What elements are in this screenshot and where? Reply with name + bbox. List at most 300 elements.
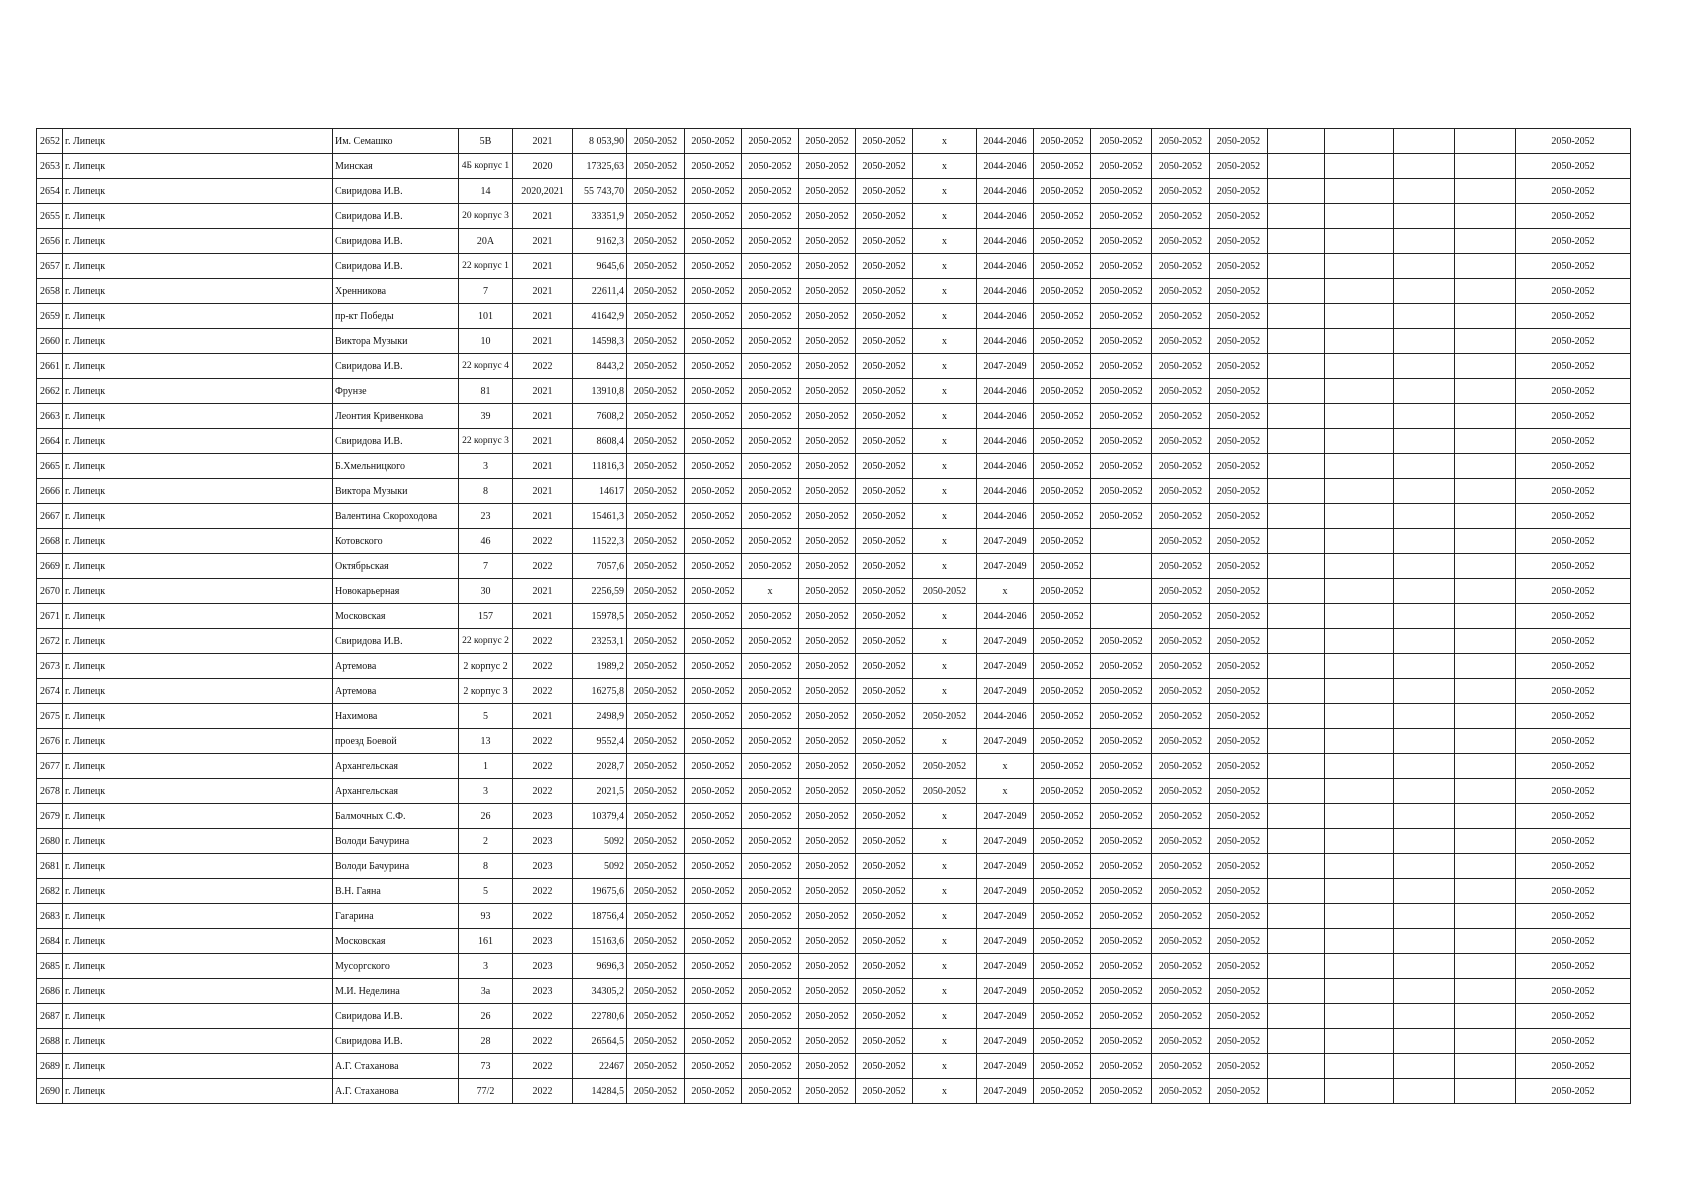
period-cell-4: 2050-2052 <box>799 429 856 454</box>
period-cell-10: 2050-2052 <box>1152 1029 1210 1054</box>
period-cell-4: 2050-2052 <box>799 354 856 379</box>
period-cell-16: 2050-2052 <box>1516 254 1631 279</box>
table-row <box>37 179 1631 204</box>
period-cell-8: 2050-2052 <box>1034 1079 1091 1104</box>
street-cell: Свиридова И.В. <box>333 204 459 229</box>
period-cell-5: 2050-2052 <box>856 429 913 454</box>
period-cell-13 <box>1325 404 1394 429</box>
street-cell: Свиридова И.В. <box>333 229 459 254</box>
period-cell-10: 2050-2052 <box>1152 954 1210 979</box>
period-cell-14 <box>1394 804 1455 829</box>
period-cell-4: 2050-2052 <box>799 204 856 229</box>
house-number-cell: 2 <box>459 829 513 854</box>
street-cell: Артемова <box>333 654 459 679</box>
area-cell: 23253,1 <box>573 629 627 654</box>
period-cell-8: 2050-2052 <box>1034 829 1091 854</box>
table-row <box>37 504 1631 529</box>
period-cell-2: 2050-2052 <box>685 679 742 704</box>
year-cell: 2022 <box>513 1004 573 1029</box>
period-cell-9: 2050-2052 <box>1091 304 1152 329</box>
period-cell-6: х <box>913 879 977 904</box>
period-cell-14 <box>1394 1029 1455 1054</box>
area-cell: 22780,6 <box>573 1004 627 1029</box>
area-cell: 9162,3 <box>573 229 627 254</box>
period-cell-16: 2050-2052 <box>1516 1029 1631 1054</box>
period-cell-6: х <box>913 629 977 654</box>
period-cell-10: 2050-2052 <box>1152 379 1210 404</box>
period-cell-1: 2050-2052 <box>627 804 685 829</box>
city-cell: г. Липецк <box>63 704 333 729</box>
row-number-cell: 2687 <box>37 1004 63 1029</box>
period-cell-10: 2050-2052 <box>1152 804 1210 829</box>
period-cell-4: 2050-2052 <box>799 879 856 904</box>
period-cell-16: 2050-2052 <box>1516 279 1631 304</box>
period-cell-4: 2050-2052 <box>799 229 856 254</box>
table-row <box>37 579 1631 604</box>
period-cell-1: 2050-2052 <box>627 254 685 279</box>
period-cell-12 <box>1268 279 1325 304</box>
period-cell-6: х <box>913 1054 977 1079</box>
period-cell-12 <box>1268 529 1325 554</box>
house-number-cell: 22 корпус 3 <box>459 429 513 454</box>
period-cell-10: 2050-2052 <box>1152 704 1210 729</box>
period-cell-6: х <box>913 254 977 279</box>
period-cell-12 <box>1268 854 1325 879</box>
period-cell-3: х <box>742 579 799 604</box>
period-cell-15 <box>1455 504 1516 529</box>
period-cell-5: 2050-2052 <box>856 304 913 329</box>
city-cell: г. Липецк <box>63 554 333 579</box>
period-cell-5: 2050-2052 <box>856 404 913 429</box>
table-row <box>37 429 1631 454</box>
period-cell-8: 2050-2052 <box>1034 879 1091 904</box>
year-cell: 2021 <box>513 454 573 479</box>
period-cell-12 <box>1268 1079 1325 1104</box>
year-cell: 2023 <box>513 954 573 979</box>
period-cell-11: 2050-2052 <box>1210 304 1268 329</box>
period-cell-1: 2050-2052 <box>627 779 685 804</box>
period-cell-13 <box>1325 129 1394 154</box>
area-cell: 14284,5 <box>573 1079 627 1104</box>
street-cell: Московская <box>333 929 459 954</box>
city-cell: г. Липецк <box>63 829 333 854</box>
period-cell-4: 2050-2052 <box>799 154 856 179</box>
period-cell-14 <box>1394 704 1455 729</box>
city-cell: г. Липецк <box>63 179 333 204</box>
period-cell-13 <box>1325 504 1394 529</box>
area-cell: 41642,9 <box>573 304 627 329</box>
period-cell-16: 2050-2052 <box>1516 929 1631 954</box>
period-cell-2: 2050-2052 <box>685 954 742 979</box>
period-cell-1: 2050-2052 <box>627 454 685 479</box>
period-cell-14 <box>1394 454 1455 479</box>
year-cell: 2022 <box>513 554 573 579</box>
period-cell-15 <box>1455 329 1516 354</box>
period-cell-13 <box>1325 729 1394 754</box>
year-cell: 2021 <box>513 704 573 729</box>
period-cell-6: х <box>913 154 977 179</box>
period-cell-11: 2050-2052 <box>1210 829 1268 854</box>
period-cell-7: 2047-2049 <box>977 679 1034 704</box>
period-cell-15 <box>1455 929 1516 954</box>
period-cell-7: 2047-2049 <box>977 829 1034 854</box>
row-number-cell: 2690 <box>37 1079 63 1104</box>
period-cell-14 <box>1394 554 1455 579</box>
period-cell-8: 2050-2052 <box>1034 804 1091 829</box>
year-cell: 2022 <box>513 754 573 779</box>
period-cell-13 <box>1325 654 1394 679</box>
house-number-cell: 3а <box>459 979 513 1004</box>
period-cell-6: х <box>913 1004 977 1029</box>
period-cell-10: 2050-2052 <box>1152 354 1210 379</box>
city-cell: г. Липецк <box>63 379 333 404</box>
period-cell-12 <box>1268 779 1325 804</box>
area-cell: 8 053,90 <box>573 129 627 154</box>
period-cell-3: 2050-2052 <box>742 1079 799 1104</box>
period-cell-9: 2050-2052 <box>1091 654 1152 679</box>
period-cell-4: 2050-2052 <box>799 279 856 304</box>
period-cell-9: 2050-2052 <box>1091 704 1152 729</box>
period-cell-1: 2050-2052 <box>627 504 685 529</box>
period-cell-2: 2050-2052 <box>685 129 742 154</box>
period-cell-4: 2050-2052 <box>799 804 856 829</box>
row-number-cell: 2682 <box>37 879 63 904</box>
period-cell-7: 2044-2046 <box>977 429 1034 454</box>
period-cell-12 <box>1268 154 1325 179</box>
period-cell-15 <box>1455 204 1516 229</box>
period-cell-16: 2050-2052 <box>1516 329 1631 354</box>
period-cell-13 <box>1325 279 1394 304</box>
city-cell: г. Липецк <box>63 679 333 704</box>
city-cell: г. Липецк <box>63 654 333 679</box>
period-cell-13 <box>1325 204 1394 229</box>
period-cell-13 <box>1325 604 1394 629</box>
period-cell-7: 2044-2046 <box>977 379 1034 404</box>
street-cell: Архангельская <box>333 754 459 779</box>
period-cell-5: 2050-2052 <box>856 504 913 529</box>
period-cell-3: 2050-2052 <box>742 129 799 154</box>
period-cell-7: 2047-2049 <box>977 1004 1034 1029</box>
street-cell: Минская <box>333 154 459 179</box>
period-cell-7: 2044-2046 <box>977 204 1034 229</box>
period-cell-14 <box>1394 579 1455 604</box>
period-cell-11: 2050-2052 <box>1210 779 1268 804</box>
period-cell-2: 2050-2052 <box>685 554 742 579</box>
period-cell-3: 2050-2052 <box>742 454 799 479</box>
period-cell-3: 2050-2052 <box>742 529 799 554</box>
period-cell-7: 2047-2049 <box>977 1029 1034 1054</box>
street-cell: А.Г. Стаханова <box>333 1079 459 1104</box>
period-cell-12 <box>1268 479 1325 504</box>
period-cell-10: 2050-2052 <box>1152 479 1210 504</box>
period-cell-9: 2050-2052 <box>1091 254 1152 279</box>
period-cell-5: 2050-2052 <box>856 154 913 179</box>
period-cell-16: 2050-2052 <box>1516 229 1631 254</box>
period-cell-1: 2050-2052 <box>627 829 685 854</box>
period-cell-14 <box>1394 729 1455 754</box>
period-cell-13 <box>1325 1079 1394 1104</box>
city-cell: г. Липецк <box>63 254 333 279</box>
period-cell-1: 2050-2052 <box>627 704 685 729</box>
city-cell: г. Липецк <box>63 1054 333 1079</box>
period-cell-2: 2050-2052 <box>685 1004 742 1029</box>
period-cell-1: 2050-2052 <box>627 1029 685 1054</box>
area-cell: 15978,5 <box>573 604 627 629</box>
period-cell-11: 2050-2052 <box>1210 929 1268 954</box>
period-cell-7: 2044-2046 <box>977 154 1034 179</box>
period-cell-3: 2050-2052 <box>742 504 799 529</box>
row-number-cell: 2681 <box>37 854 63 879</box>
street-cell: Володи Бачурина <box>333 829 459 854</box>
table-body <box>37 129 1631 1104</box>
period-cell-2: 2050-2052 <box>685 604 742 629</box>
period-cell-12 <box>1268 654 1325 679</box>
period-cell-7: 2047-2049 <box>977 629 1034 654</box>
period-cell-5: 2050-2052 <box>856 204 913 229</box>
period-cell-3: 2050-2052 <box>742 1004 799 1029</box>
period-cell-16: 2050-2052 <box>1516 529 1631 554</box>
row-number-cell: 2679 <box>37 804 63 829</box>
period-cell-15 <box>1455 179 1516 204</box>
house-number-cell: 28 <box>459 1029 513 1054</box>
period-cell-7: 2044-2046 <box>977 129 1034 154</box>
year-cell: 2022 <box>513 1054 573 1079</box>
period-cell-14 <box>1394 279 1455 304</box>
period-cell-14 <box>1394 254 1455 279</box>
period-cell-9: 2050-2052 <box>1091 204 1152 229</box>
area-cell: 8443,2 <box>573 354 627 379</box>
period-cell-2: 2050-2052 <box>685 179 742 204</box>
period-cell-2: 2050-2052 <box>685 204 742 229</box>
street-cell: В.Н. Гаяна <box>333 879 459 904</box>
period-cell-4: 2050-2052 <box>799 629 856 654</box>
period-cell-14 <box>1394 479 1455 504</box>
period-cell-8: 2050-2052 <box>1034 679 1091 704</box>
housing-table <box>36 128 1631 1104</box>
period-cell-15 <box>1455 704 1516 729</box>
period-cell-5: 2050-2052 <box>856 529 913 554</box>
period-cell-7: 2047-2049 <box>977 854 1034 879</box>
period-cell-11: 2050-2052 <box>1210 1079 1268 1104</box>
period-cell-8: 2050-2052 <box>1034 179 1091 204</box>
period-cell-5: 2050-2052 <box>856 354 913 379</box>
period-cell-2: 2050-2052 <box>685 504 742 529</box>
period-cell-3: 2050-2052 <box>742 379 799 404</box>
table-row <box>37 804 1631 829</box>
period-cell-1: 2050-2052 <box>627 354 685 379</box>
period-cell-9: 2050-2052 <box>1091 904 1152 929</box>
period-cell-15 <box>1455 379 1516 404</box>
period-cell-11: 2050-2052 <box>1210 154 1268 179</box>
city-cell: г. Липецк <box>63 479 333 504</box>
period-cell-5: 2050-2052 <box>856 1029 913 1054</box>
period-cell-9: 2050-2052 <box>1091 1079 1152 1104</box>
table-row <box>37 879 1631 904</box>
period-cell-9: 2050-2052 <box>1091 504 1152 529</box>
row-number-cell: 2678 <box>37 779 63 804</box>
table-row <box>37 379 1631 404</box>
period-cell-5: 2050-2052 <box>856 829 913 854</box>
house-number-cell: 46 <box>459 529 513 554</box>
year-cell: 2023 <box>513 804 573 829</box>
period-cell-11: 2050-2052 <box>1210 754 1268 779</box>
period-cell-14 <box>1394 954 1455 979</box>
table-row <box>37 129 1631 154</box>
period-cell-15 <box>1455 904 1516 929</box>
year-cell: 2022 <box>513 529 573 554</box>
period-cell-6: х <box>913 979 977 1004</box>
period-cell-15 <box>1455 779 1516 804</box>
table-row <box>37 354 1631 379</box>
street-cell: Валентина Скороходова <box>333 504 459 529</box>
row-number-cell: 2661 <box>37 354 63 379</box>
house-number-cell: 3 <box>459 454 513 479</box>
period-cell-8: 2050-2052 <box>1034 654 1091 679</box>
period-cell-14 <box>1394 829 1455 854</box>
period-cell-13 <box>1325 454 1394 479</box>
table-row <box>37 304 1631 329</box>
period-cell-7: 2044-2046 <box>977 454 1034 479</box>
period-cell-8: 2050-2052 <box>1034 154 1091 179</box>
period-cell-4: 2050-2052 <box>799 304 856 329</box>
period-cell-13 <box>1325 479 1394 504</box>
period-cell-6: 2050-2052 <box>913 704 977 729</box>
period-cell-1: 2050-2052 <box>627 179 685 204</box>
city-cell: г. Липецк <box>63 229 333 254</box>
period-cell-14 <box>1394 229 1455 254</box>
period-cell-4: 2050-2052 <box>799 454 856 479</box>
area-cell: 2256,59 <box>573 579 627 604</box>
period-cell-6: 2050-2052 <box>913 579 977 604</box>
period-cell-16: 2050-2052 <box>1516 429 1631 454</box>
period-cell-5: 2050-2052 <box>856 604 913 629</box>
period-cell-3: 2050-2052 <box>742 929 799 954</box>
period-cell-15 <box>1455 854 1516 879</box>
period-cell-2: 2050-2052 <box>685 279 742 304</box>
period-cell-12 <box>1268 554 1325 579</box>
period-cell-12 <box>1268 204 1325 229</box>
area-cell: 55 743,70 <box>573 179 627 204</box>
period-cell-12 <box>1268 1004 1325 1029</box>
period-cell-16: 2050-2052 <box>1516 654 1631 679</box>
street-cell: Свиридова И.В. <box>333 354 459 379</box>
row-number-cell: 2670 <box>37 579 63 604</box>
period-cell-7: 2044-2046 <box>977 229 1034 254</box>
period-cell-5: 2050-2052 <box>856 379 913 404</box>
row-number-cell: 2655 <box>37 204 63 229</box>
period-cell-15 <box>1455 254 1516 279</box>
period-cell-1: 2050-2052 <box>627 754 685 779</box>
period-cell-3: 2050-2052 <box>742 279 799 304</box>
period-cell-7: 2047-2049 <box>977 1079 1034 1104</box>
table-row <box>37 854 1631 879</box>
period-cell-2: 2050-2052 <box>685 529 742 554</box>
street-cell: Свиридова И.В. <box>333 429 459 454</box>
period-cell-16: 2050-2052 <box>1516 404 1631 429</box>
period-cell-6: х <box>913 804 977 829</box>
period-cell-3: 2050-2052 <box>742 429 799 454</box>
period-cell-7: 2047-2049 <box>977 904 1034 929</box>
street-cell: Московская <box>333 604 459 629</box>
year-cell: 2022 <box>513 779 573 804</box>
period-cell-11: 2050-2052 <box>1210 554 1268 579</box>
area-cell: 22611,4 <box>573 279 627 304</box>
year-cell: 2022 <box>513 904 573 929</box>
period-cell-9: 2050-2052 <box>1091 929 1152 954</box>
period-cell-2: 2050-2052 <box>685 254 742 279</box>
year-cell: 2022 <box>513 354 573 379</box>
row-number-cell: 2653 <box>37 154 63 179</box>
table-row <box>37 979 1631 1004</box>
area-cell: 9645,6 <box>573 254 627 279</box>
street-cell: Володи Бачурина <box>333 854 459 879</box>
city-cell: г. Липецк <box>63 329 333 354</box>
period-cell-11: 2050-2052 <box>1210 429 1268 454</box>
street-cell: Октябрьская <box>333 554 459 579</box>
period-cell-15 <box>1455 804 1516 829</box>
period-cell-5: 2050-2052 <box>856 929 913 954</box>
period-cell-13 <box>1325 854 1394 879</box>
period-cell-10: 2050-2052 <box>1152 1004 1210 1029</box>
period-cell-14 <box>1394 1004 1455 1029</box>
period-cell-9 <box>1091 529 1152 554</box>
period-cell-16: 2050-2052 <box>1516 729 1631 754</box>
row-number-cell: 2666 <box>37 479 63 504</box>
year-cell: 2021 <box>513 504 573 529</box>
year-cell: 2021 <box>513 579 573 604</box>
period-cell-2: 2050-2052 <box>685 1054 742 1079</box>
period-cell-10: 2050-2052 <box>1152 779 1210 804</box>
period-cell-3: 2050-2052 <box>742 329 799 354</box>
period-cell-6: х <box>913 829 977 854</box>
house-number-cell: 5 <box>459 879 513 904</box>
period-cell-5: 2050-2052 <box>856 329 913 354</box>
area-cell: 2028,7 <box>573 754 627 779</box>
period-cell-8: 2050-2052 <box>1034 854 1091 879</box>
period-cell-11: 2050-2052 <box>1210 604 1268 629</box>
period-cell-15 <box>1455 604 1516 629</box>
period-cell-11: 2050-2052 <box>1210 1004 1268 1029</box>
period-cell-4: 2050-2052 <box>799 779 856 804</box>
period-cell-8: 2050-2052 <box>1034 1004 1091 1029</box>
period-cell-4: 2050-2052 <box>799 604 856 629</box>
period-cell-4: 2050-2052 <box>799 704 856 729</box>
period-cell-15 <box>1455 1004 1516 1029</box>
period-cell-11: 2050-2052 <box>1210 954 1268 979</box>
row-number-cell: 2684 <box>37 929 63 954</box>
period-cell-13 <box>1325 154 1394 179</box>
period-cell-12 <box>1268 954 1325 979</box>
table-row <box>37 779 1631 804</box>
period-cell-10: 2050-2052 <box>1152 879 1210 904</box>
table-row <box>37 704 1631 729</box>
period-cell-3: 2050-2052 <box>742 629 799 654</box>
period-cell-8: 2050-2052 <box>1034 479 1091 504</box>
period-cell-16: 2050-2052 <box>1516 854 1631 879</box>
period-cell-5: 2050-2052 <box>856 1079 913 1104</box>
period-cell-12 <box>1268 229 1325 254</box>
period-cell-16: 2050-2052 <box>1516 554 1631 579</box>
period-cell-1: 2050-2052 <box>627 204 685 229</box>
house-number-cell: 8 <box>459 479 513 504</box>
period-cell-9: 2050-2052 <box>1091 679 1152 704</box>
period-cell-3: 2050-2052 <box>742 1054 799 1079</box>
period-cell-13 <box>1325 529 1394 554</box>
year-cell: 2022 <box>513 1029 573 1054</box>
period-cell-14 <box>1394 854 1455 879</box>
period-cell-16: 2050-2052 <box>1516 979 1631 1004</box>
period-cell-6: 2050-2052 <box>913 779 977 804</box>
